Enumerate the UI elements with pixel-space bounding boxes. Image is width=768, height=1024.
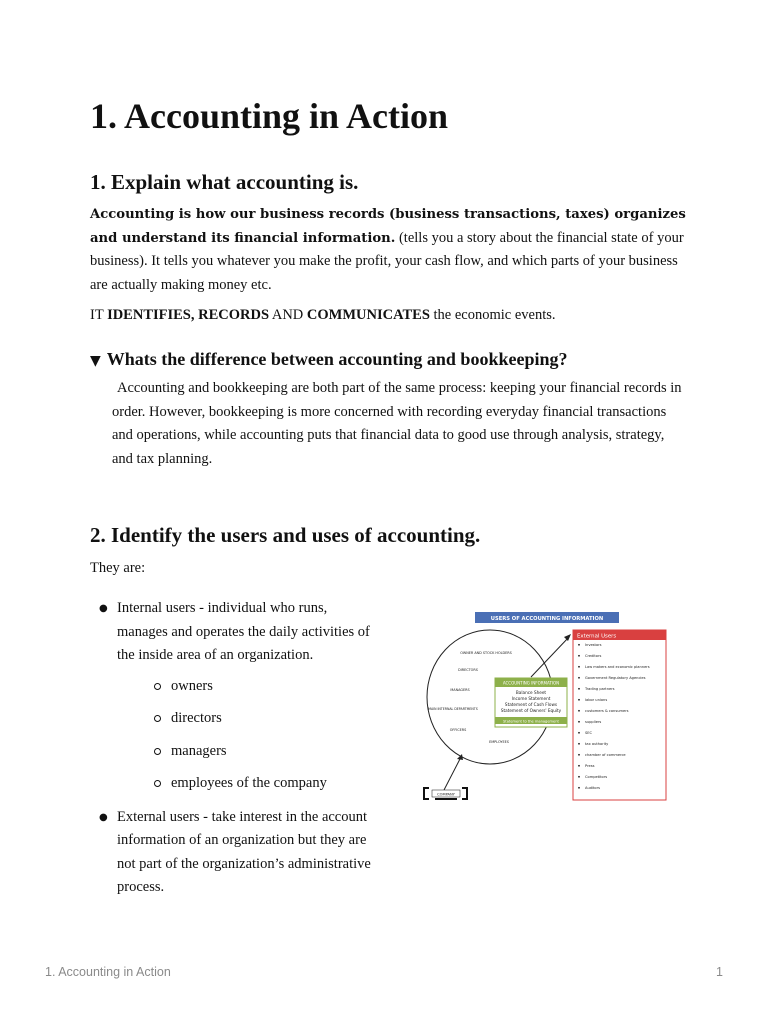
center-box-header: ACCOUNTING INFORMATION [502,680,560,686]
external-item: customers & consumers [585,709,629,713]
page-title: 1. Accounting in Action [90,96,449,136]
external-item-bullet [578,655,580,657]
it-text-3: the economic events. [429,307,556,323]
internal-label-departments: MAIN INTERNAL DEPARTMENTS [428,707,478,711]
section-2-heading: 2. Identify the users and uses of accounting. [90,523,481,547]
definition-bold: Accounting is how our business records (business transactions, taxes) organizes and understand its financial information. [90,207,686,246]
definition-rest: (tells you a story about the financial state of your business). It tells you whatever you make the profit, your cash flow, and which parts of your business are actually making money etc. [90,229,684,293]
footer-page-number: 1 [716,965,723,979]
list-item [117,740,380,764]
list-item-internal [90,597,380,796]
external-users-text: External users - take interest in the account information of an organization but they are not part of the organization’s administrative process. [117,808,371,895]
external-item-bullet [578,743,580,745]
external-item-bullet [578,699,580,701]
circle-bullet-icon [154,715,161,722]
list-item-external [90,806,380,900]
external-item-bullet [578,765,580,767]
external-item-bullet [578,754,580,756]
external-item: tax authority [585,742,609,746]
external-item: Trading partners [585,687,615,691]
external-item: Auditors [585,786,600,790]
external-item-bullet [578,787,580,789]
external-item-bullet [578,644,580,646]
internal-label-owners: OWNER AND STOCK HOLDERS [460,651,512,655]
circle-bullet-icon [154,683,161,690]
subitem-managers: managers [171,742,227,759]
external-item: Investors [585,643,602,647]
section-2-intro: They are: [90,560,146,576]
external-item: chamber of commerce [585,753,626,757]
subitem-employees: employees of the company [171,775,327,791]
external-item-bullet [578,721,580,723]
external-item-bullet [578,677,580,679]
subitem-owners: owners [171,677,213,694]
external-item: Press [585,764,595,768]
it-bold-1: IDENTIFIES, RECORDS [107,307,270,323]
internal-sublist [117,675,380,796]
it-text-2: AND [269,307,307,323]
center-item: Balance Sheet [515,690,547,695]
diagram-title: USERS OF ACCOUNTING INFORMATION [490,616,604,622]
internal-label-officers: OFFICERS [449,728,467,732]
it-functions-line [90,304,690,328]
external-item: Law makers and economic planners [585,665,650,669]
internal-label-employees: EMPLOYEES [489,740,509,744]
footer-title: 1. Accounting in Action [45,965,171,979]
toggle-body: Accounting and bookkeeping are both part of the same process: keeping your financial records in order. However, bookkeeping is more concerned with recording everyday financial transactions and operations, while accounting puts that financial data to good use through analysis, strategy, and tax planning. [112,380,682,467]
bullet-icon: ● [99,603,108,614]
it-text: IT [90,307,108,323]
accounting-definition [90,203,690,297]
external-item-bullet [578,776,580,778]
external-item-bullet [578,666,580,668]
internal-users-text: Internal users - individual who runs, manages and operates the daily activities of the inside area of an organization. [117,600,370,663]
section-1-heading: 1. Explain what accounting is. [90,170,359,194]
external-item: labor unions [585,698,608,702]
external-item: SEC [585,731,593,735]
list-item [117,772,380,796]
external-item-bullet [578,732,580,734]
external-item: Creditors [585,654,602,658]
users-diagram [413,607,679,807]
company-label: COMPANY [437,792,455,797]
triangle-down-icon[interactable]: ▼ [90,353,101,369]
internal-label-managers: MANAGERS [450,688,470,692]
external-item: suppliers [585,720,602,724]
circle-bullet-icon [154,780,161,787]
center-item: Income Statement [511,696,551,701]
list-item [117,675,380,699]
circle-bullet-icon [154,748,161,755]
it-bold-2: COMMUNICATES [306,307,430,323]
center-item: Statement of Cash Flows [504,702,558,707]
internal-label-directors: DIRECTORS [458,668,478,672]
external-item-bullet [578,710,580,712]
bullet-icon: ● [99,811,108,823]
external-item: Competitors [585,775,608,779]
center-box-footer: Statement to the management [503,719,559,724]
list-item [117,707,380,731]
users-list [90,597,380,900]
external-box-header: External Users [577,633,617,640]
center-item: Statement of Owners' Equity [500,708,562,713]
external-item: Government Regulatory Agencies [585,676,646,680]
subitem-directors: directors [171,710,222,726]
external-item-bullet [578,688,580,690]
toggle-heading-text: Whats the difference between accounting and bookkeeping? [106,349,568,369]
toggle-heading[interactable] [90,346,567,374]
